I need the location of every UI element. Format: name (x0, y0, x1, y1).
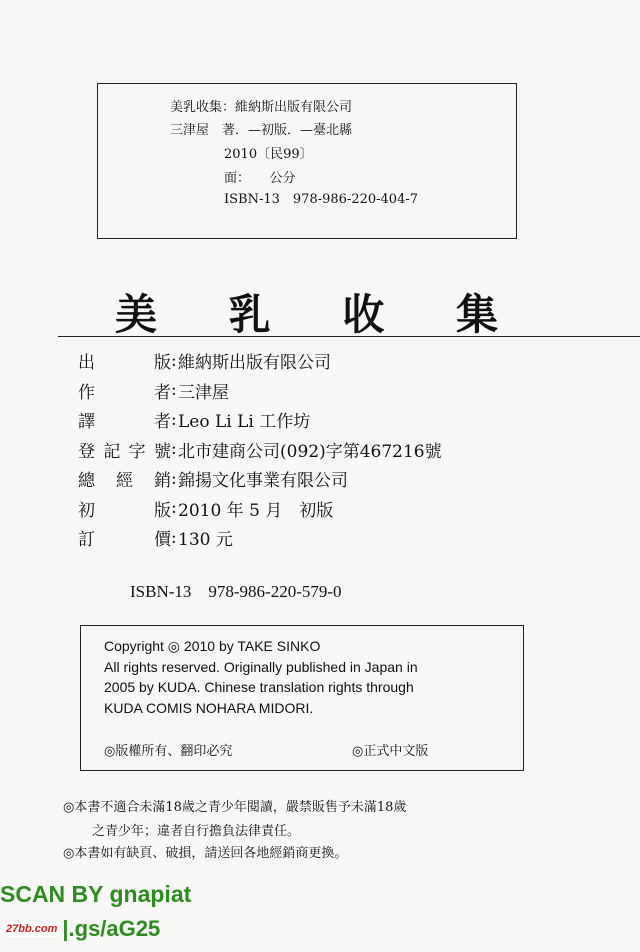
info-value: 錦揚文化事業有限公司 (178, 471, 348, 492)
info-key: 初 版 (78, 500, 171, 521)
info-row-price: 訂 價 : 130 元 (78, 523, 442, 553)
info-key: 出 版 (78, 353, 171, 374)
scan-url (3, 916, 160, 942)
title-divider (58, 336, 640, 337)
rights-reserved-note: ◎版權所有、翻印必究 (104, 744, 233, 759)
copyright-line: KUDA COMIS NOHARA MIDORI. (104, 699, 314, 716)
publication-info (78, 346, 442, 553)
defect-notice: ◎本書如有缺頁、破損，請送回各地經銷商更換。 (63, 846, 348, 861)
title-char: 乳 (228, 290, 273, 339)
book-title (115, 282, 500, 342)
watermark-logo: 27bb.com (3, 921, 60, 937)
official-edition-note: ◎正式中文版 (352, 744, 429, 759)
info-value: Leo Li Li 工作坊 (178, 412, 311, 433)
cip-line: 三津屋 著．—初版．—臺北縣 (170, 123, 353, 138)
info-value: 維納斯出版有限公司 (178, 353, 331, 374)
info-key: 總 經 銷 (78, 471, 171, 492)
cip-box (97, 83, 517, 239)
info-row-distributor: 總 經 銷 : 錦揚文化事業有限公司 (78, 464, 442, 494)
copyright-line: All rights reserved. Originally published in Japan in (104, 658, 418, 675)
isbn: ISBN-13 978-986-220-579-0 (130, 582, 342, 601)
copyright-box (80, 625, 524, 771)
copyright-text (104, 636, 418, 718)
info-value: 北市建商公司(092)字第467216號 (178, 441, 442, 462)
cip-isbn: ISBN-13 978-986-220-404-7 (224, 192, 418, 207)
copyright-line: 2005 by KUDA. Chinese translation rights through (104, 679, 414, 695)
title-char: 美 (115, 290, 160, 339)
info-value: 三津屋 (178, 382, 229, 403)
cip-line: 面： 公分 (224, 171, 296, 186)
info-row-translator: 譯 者 : Leo Li Li 工作坊 (78, 405, 442, 435)
title-char: 收 (342, 290, 387, 339)
info-key: 譯 者 (78, 412, 171, 433)
info-key: 作 者 (78, 382, 171, 403)
title-char: 集 (455, 290, 500, 339)
info-key: 登 記 字 號 (78, 441, 171, 462)
info-row-registration: 登 記 字 號 : 北市建商公司(092)字第467216號 (78, 435, 442, 465)
scan-credit: SCAN BY gnapiat (0, 881, 192, 907)
cip-line: 2010〔民99〕 (224, 147, 313, 162)
info-value: 2010 年 5 月 初版 (178, 500, 334, 521)
info-row-publisher: 出 版 : 維納斯出版有限公司 (78, 346, 442, 376)
info-row-author: 作 者 : 三津屋 (78, 376, 442, 406)
scan-url-text: |.gs/aG25 (62, 916, 161, 941)
info-key: 訂 價 (78, 530, 171, 551)
age-notice: ◎本書不適合未滿18歲之青少年閱讀，嚴禁販售予未滿18歲 (63, 800, 407, 815)
copyright-line: Copyright ◎ 2010 by TAKE SINKO (104, 638, 321, 654)
cip-line: 美乳收集：維納斯出版有限公司 (170, 100, 353, 115)
info-value: 130 元 (178, 530, 233, 551)
age-notice-cont: 之青少年；違者自行擔負法律責任。 (92, 824, 301, 839)
info-row-edition: 初 版 : 2010 年 5 月 初版 (78, 494, 442, 524)
